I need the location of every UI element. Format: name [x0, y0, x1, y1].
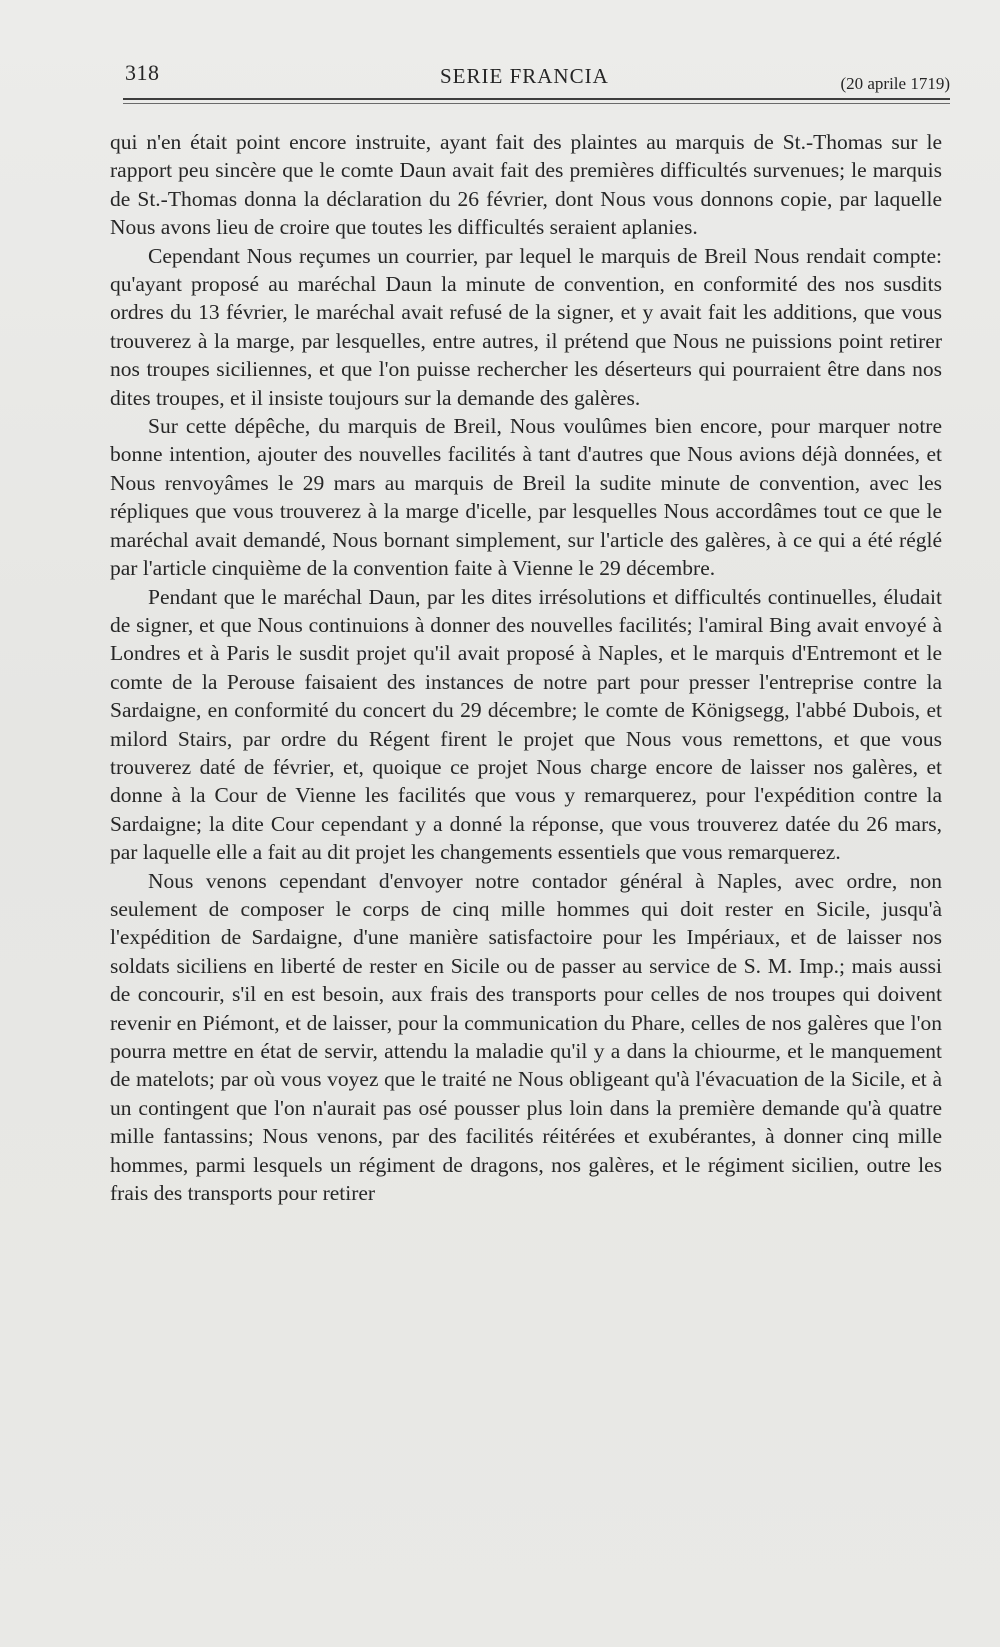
running-title: SERIE FRANCIA: [440, 64, 609, 88]
header-rule-thick: [123, 98, 950, 100]
paragraph-4: Pendant que le maréchal Daun, par les dites irrésolutions et difficultés continuelles, éludait de signer, et que Nous continuions à donner des nouvelles facilités; l'amiral Bing avait envoyé à Londres et à Paris le susdit projet qu'il avait proposé à Naples, et le marquis d'Entremont et le comte de la Perouse faisaient des instances de notre part pour presser l'entreprise contre la Sardaigne, en conformité du concert du 29 décembre; le comte de Königsegg, l'abbé Dubois, et milord Stairs, par ordre du Régent firent le projet que Nous vous remettons, et que vous trouverez daté de février, et, quoique ce projet Nous charge encore de laisser nos galères, et donne à la Cour de Vienne les facilités que vous y remarquerez, pour l'expédition contre la Sardaigne; la dite Cour cependant y a donné la réponse, que vous trouverez datée du 26 mars, par laquelle elle a fait au dit projet les changements essentiels que vous remarquerez.: [110, 584, 942, 865]
paragraph-1: qui n'en était point encore instruite, ayant fait des plaintes au marquis de St.-Thomas sur le rapport peu sincère que le comte Daun avait fait des premières difficultés survenues; le marquis de St.-Thomas donna la déclaration du 26 février, dont Nous vous donnons copie, par laquelle Nous avons lieu de croire que toutes les difficultés seraient aplanies.: [110, 130, 942, 240]
header-rule-thin: [123, 103, 950, 104]
paragraph-3: Sur cette dépêche, du marquis de Breil, Nous voulûmes bien encore, pour marquer notre bonne intention, ajouter des nouvelles facilités à tant d'autres que Nous avions déjà données, et Nous renvoyâmes le 29 mars au marquis de Breil la sudite minute de convention, avec les répliques que vous trouverez à la marge d'icelle, par lesquelles Nous accordâmes tout ce que le maréchal avait demandé, Nous bornant simplement, sur l'article des galères, à ce qui a été réglé par l'article cinquième de la convention faite à Vienne le 29 décembre.: [110, 414, 942, 581]
paragraph-5: Nous venons cependant d'envoyer notre contador général à Naples, avec ordre, non seulement de composer le corps de cinq mille hommes qui doit rester en Sicile, jusqu'à l'expédition de Sardaigne, d'une manière satisfactoire pour les Impériaux, et de laisser nos soldats siciliens en liberté de rester en Sicile ou de passer au service de S. M. Imp.; mais aussi de concourir, s'il en est besoin, aux frais des transports pour celles de nos troupes qui doivent revenir en Piémont, et de laisser, pour la communication du Phare, celles de nos galères que l'on pourra mettre en état de servir, attendu la maladie qu'il y a dans la chiourme, et le manquement de matelots; par où vous voyez que le traité ne Nous obligeant qu'à l'évacuation de la Sicile, et à un contingent que l'on n'aurait pas osé pousser plus loin dans la première demande qu'à quatre mille fantassins; Nous venons, par des facilités réitérées et exubérantes, à donner cinq mille hommes, parmi lesquels un régiment de dragons, nos galères, et le régiment sicilien, outre les frais des transports pour retirer: [110, 868, 942, 1206]
header-date: (20 aprile 1719): [840, 74, 950, 93]
body-text: [110, 128, 942, 1207]
page-header: [125, 58, 950, 92]
page-number: 318: [125, 60, 160, 85]
paragraph-2: Cependant Nous reçumes un courrier, par lequel le marquis de Breil Nous rendait compte: qu'ayant proposé au maréchal Daun la minute de convention, en conformité des nos susdits ordres du 13 février, le maréchal avait refusé de la signer, et y avait fait les additions, que vous trouverez à la marge, par lesquelles, entre autres, il prétend que Nous ne puissions point retirer nos troupes siciliennes, et que l'on puisse rechercher les déserteurs qui pourraient être dans nos dites troupes, et il insiste toujours sur la demande des galères.: [110, 243, 942, 410]
